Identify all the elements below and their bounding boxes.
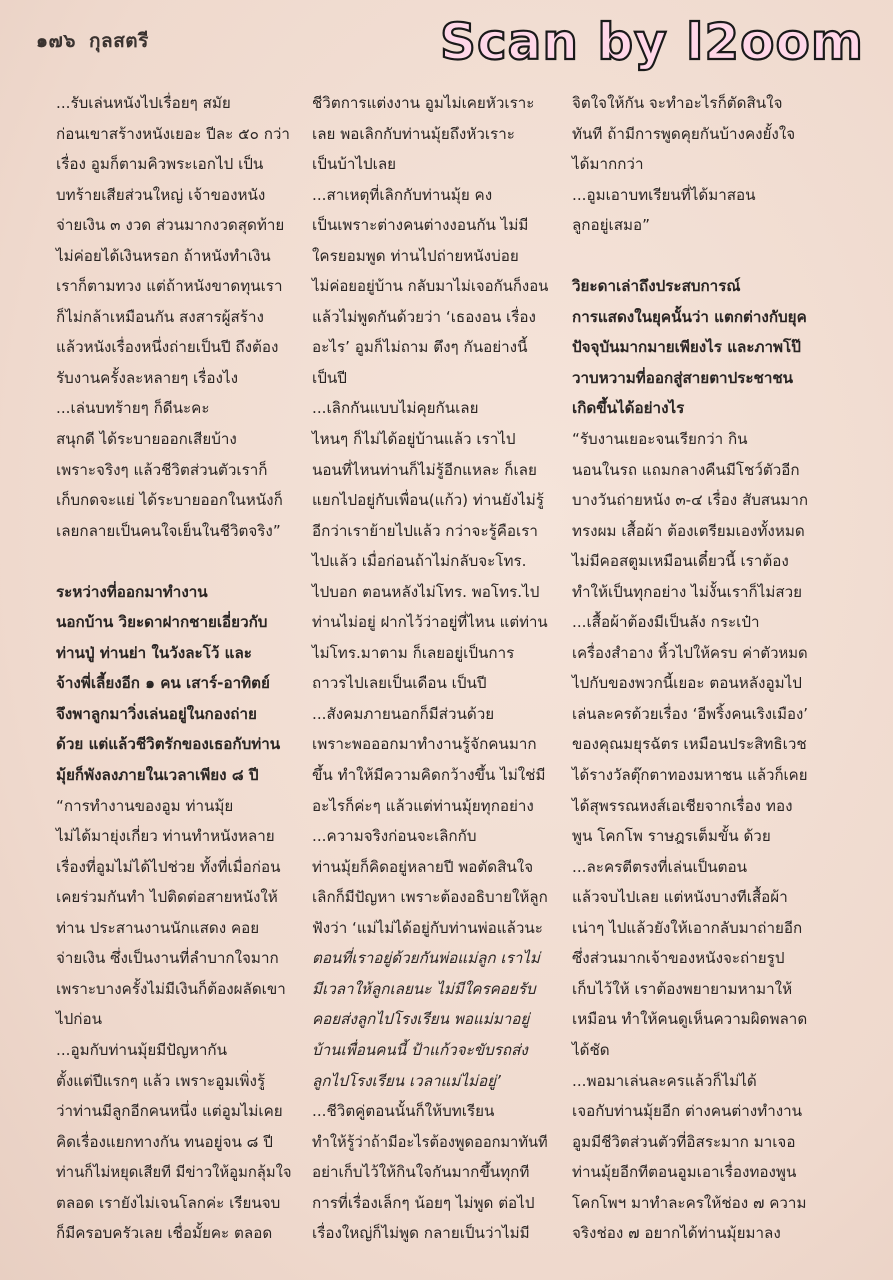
text-line: อูมมีชีวิตส่วนตัวที่อิสระมาก มาเจอ — [572, 1132, 796, 1151]
text-line: เลิกก็มีปัญหา เพราะต้องอธิบายให้ลูก — [312, 888, 548, 907]
text-line: ได้รางวัลตุ๊กตาทองมหาชน แล้วก็เคย — [572, 766, 808, 785]
text-line: จิตใจให้กัน จะทำอะไรก็ตัดสินใจ — [572, 94, 783, 112]
text-line: จ่ายเงิน ๓ งวด ส่วนมากงวดสุดท้าย — [56, 216, 285, 235]
text-line: แล้วหนังเรื่องหนึ่งถ่ายเป็นปี ถึงต้อง — [56, 338, 279, 357]
text-line: ไปกับของพวกนี้เยอะ ตอนหลังอูมไป — [572, 674, 802, 693]
text-line: การแสดงในยุคนั้นว่า แตกต่างกับยุค — [572, 307, 807, 326]
text-line: ...อูมเอาบทเรียนที่ได้มาสอน — [572, 185, 756, 204]
text-line: จริงช่อง ๗ อยากได้ท่านมุ้ยมาลง — [572, 1224, 781, 1243]
text-line: เคยร่วมกันทำ ไปติดต่อสายหนังให้ — [56, 888, 278, 907]
text-line: เหมือน ทำให้คนดูเห็นความผิดพลาด — [572, 1010, 808, 1029]
text-line: ว่าท่านมีลูกอีกคนหนึ่ง แต่อูมไม่เคย — [56, 1102, 283, 1121]
text-line: จึงพาลูกมาวิ่งเล่นอยู่ในกองถ่าย — [56, 704, 257, 723]
text-line: เน่าๆ ไปแล้วยังให้เอากลับมาถ่ายอีก — [572, 918, 803, 937]
text-line: “รับงานเยอะจนเรียกว่า กิน — [572, 430, 748, 449]
text-line: ระหว่างที่ออกมาทำงาน — [56, 582, 208, 601]
text-line — [56, 546, 288, 577]
text-line: เรื่องใหญ่ก็ไม่พูด กลายเป็นว่าไม่มี — [312, 1224, 530, 1243]
text-line: ขึ้น ทำให้มีความคิดกว้างขึ้น ไม่ใช่มี — [312, 766, 546, 785]
text-line: ก่อนเขาสร้างหนังเยอะ ปีละ ๕๐ กว่า — [56, 124, 290, 143]
text-line: ...ความจริงก่อนจะเลิกกับ — [312, 827, 477, 846]
text-line: ...เล่นบทร้ายๆ ก็ดีนะคะ — [56, 399, 210, 418]
text-line: เรื่อง อูมก็ตามคิวพระเอกไป เป็น — [56, 155, 264, 174]
text-line: เรื่องที่อูมไม่ได้ไปช่วย ทั้งที่เมื่อก่อน — [56, 857, 281, 876]
text-column-1 — [56, 88, 292, 1249]
text-line: ไม่ค่อยได้เงินหรอก ถ้าหนังทำเงิน — [56, 246, 271, 265]
text-line: ไม่ค่อยอยู่บ้าน กลับมาไม่เจอกันก็งอน — [312, 277, 549, 296]
text-line: เกิดขึ้นได้อย่างไร — [572, 399, 685, 418]
text-line: ลูกไปโรงเรียน เวลาแม่ไม่อยู่’ — [312, 1071, 501, 1090]
text-line: ทันที ถ้ามีการพูดคุยกันบ้างคงยั้งใจ — [572, 124, 796, 143]
text-line — [572, 241, 804, 272]
text-line: เลยกลายเป็นคนใจเย็นในชีวิตจริง” — [56, 521, 281, 540]
text-line: นอนในรถ แถมกลางคืนมีโชว์ตัวอีก — [572, 460, 800, 479]
text-line: ได้มากกว่า — [572, 155, 644, 174]
text-line: เลย พอเลิกกับท่านมุ้ยถึงหัวเราะ — [312, 124, 515, 143]
text-line: ตลอด เรายังไม่เจนโลกค่ะ เรียนจบ — [56, 1193, 281, 1212]
text-line: โคกโพฯ มาทำละครให้ช่อง ๗ ความ — [572, 1193, 807, 1212]
text-line: แล้วจบไปเลย แต่หนังบางทีเสื้อผ้า — [572, 888, 788, 907]
text-line: ท่านมุ้ยก็คิดอยู่หลายปี พอตัดสินใจ — [312, 857, 534, 876]
text-line: ตั้งแต่ปีแรกๆ แล้ว เพราะอูมเพิ่งรู้ — [56, 1071, 266, 1090]
text-line: การที่เรื่องเล็กๆ น้อยๆ ไม่พูด ต่อไป — [312, 1193, 535, 1212]
text-line: บางวันถ่ายหนัง ๓-๔ เรื่อง สับสนมาก — [572, 491, 809, 510]
text-line: นอกบ้าน วิยะดาฝากชายเอี่ยวกับ — [56, 613, 268, 632]
text-line: ท่านปู่ ท่านย่า ในวังละโว้ และ — [56, 643, 252, 662]
text-line: ทำให้รู้ว่าถ้ามีอะไรต้องพูดออกมาทันที — [312, 1132, 548, 1151]
text-line: ...ละครตีตรงที่เล่นเป็นตอน — [572, 857, 748, 876]
text-line: อีกว่าเราย้ายไปแล้ว กว่าจะรู้คือเรา — [312, 521, 538, 540]
text-line: รับงานครั้งละหลายๆ เรื่องไง — [56, 368, 238, 387]
text-line: ใครยอมพูด ท่านไปถ่ายหนังบ่อย — [312, 246, 519, 265]
text-line: “การทำงานของอูม ท่านมุ้ย — [56, 796, 234, 815]
text-line: คิดเรื่องแยกทางกัน ทนอยู่จน ๘ ปี — [56, 1132, 273, 1151]
text-line: ตอนที่เราอยู่ด้วยกันพ่อแม่ลูก เราไม่ — [312, 949, 540, 968]
text-line: ได้ชัด — [572, 1040, 610, 1059]
text-line: ก็มีครอบครัวเลย เชื่อมั้ยคะ ตลอด — [56, 1224, 273, 1243]
text-line: ท่านไม่อยู่ ฝากไว้ว่าอยู่ที่ไหน แต่ท่าน — [312, 613, 548, 632]
page-header — [36, 26, 155, 56]
text-line: มุ้ยก็พังลงภายในเวลาเพียง ๘ ปี — [56, 766, 259, 785]
text-column-2 — [312, 88, 549, 1249]
text-line: ไปบอก ตอนหลังไม่โทร. พอโทร.ไป — [312, 582, 540, 601]
text-line: ฟังว่า ‘แม่ไม่ได้อยู่กับท่านพ่อแล้วนะ — [312, 918, 543, 937]
text-line: แยกไปอยู่กับเพื่อน(แก้ว) ท่านยังไม่รู้ — [312, 491, 544, 510]
text-line: บทร้ายเสียส่วนใหญ่ เจ้าของหนัง — [56, 185, 266, 204]
text-line: ...สังคมภายนอกก็มีส่วนด้วย — [312, 704, 495, 723]
text-line: เจอกับท่านมุ้ยอีก ต่างคนต่างทำงาน — [572, 1102, 803, 1121]
text-line: ชีวิตการแต่งงาน อูมไม่เคยหัวเราะ — [312, 94, 535, 112]
text-line: ไปก่อน — [56, 1010, 102, 1029]
text-line: เป็นปี — [312, 368, 347, 387]
text-line: ...เสื้อผ้าต้องมีเป็นลัง กระเป๋า — [572, 613, 760, 632]
text-line: เป็นบ้าไปเลย — [312, 155, 397, 174]
text-line: เพราะพอออกมาทำงานรู้จักคนมาก — [312, 735, 537, 754]
text-line: จ่ายเงิน ซึ่งเป็นงานที่ลำบากใจมาก — [56, 949, 279, 968]
text-line: ...อูมกับท่านมุ้ยมีปัญหากัน — [56, 1040, 227, 1059]
text-line: ไม่มีคอสตูมเหมือนเดี๋ยวนี้ เราต้อง — [572, 552, 789, 571]
text-line: มีเวลาให้ลูกเลยนะ ไม่มีใครคอยรับ — [312, 979, 536, 998]
text-line: ท่านมุ้ยอีกทีตอนอูมเอาเรื่องทองพูน — [572, 1163, 797, 1182]
magazine-name: กุลสตรี — [89, 30, 149, 52]
text-line: ...พอมาเล่นละครแล้วก็ไม่ได้ — [572, 1071, 757, 1090]
text-line: ไม่โทร.มาตาม ก็เลยอยู่เป็นการ — [312, 643, 515, 662]
text-line: เล่นละครด้วยเรื่อง ‘อีพริ้งคนเริงเมือง’ — [572, 704, 808, 723]
text-line: ไหนๆ ก็ไม่ได้อยู่บ้านแล้ว เราไป — [312, 430, 516, 449]
text-line: อย่าเก็บไว้ให้กินใจกันมากขึ้นทุกที — [312, 1163, 530, 1182]
text-line: เครื่องสำอาง หิ้วไปให้ครบ ค่าตัวหมด — [572, 643, 808, 662]
scan-watermark: Scan by l2oom — [440, 13, 864, 71]
text-line: ของคุณมยุรฉัตร เหมือนประสิทธิเวช — [572, 735, 807, 754]
text-line: ทรงผม เสื้อผ้า ต้องเตรียมเองทั้งหมด — [572, 521, 805, 540]
text-line: ท่าน ประสานงานนักแสดง คอย — [56, 918, 260, 937]
text-line: ก็ไม่กล้าเหมือนกัน สงสารผู้สร้าง — [56, 307, 264, 326]
text-line: คอยส่งลูกไปโรงเรียน พอแม่มาอยู่ — [312, 1010, 530, 1029]
text-line: นอนที่ไหนท่านก็ไม่รู้อีกแหละ ก็เลย — [312, 460, 537, 479]
text-line: วาบหวามที่ออกสู่สายตาประชาชน — [572, 368, 794, 387]
text-column-3 — [572, 88, 809, 1249]
text-line: ได้สุพรรณหงส์เอเชียจากเรื่อง ทอง — [572, 796, 793, 815]
text-line: ซึ่งส่วนมากเจ้าของหนังจะถ่ายรูป — [572, 949, 785, 968]
text-line: ...เลิกกันแบบไม่คุยกันเลย — [312, 399, 479, 418]
text-line: เราก็ตามทวง แต่ถ้าหนังขาดทุนเรา — [56, 277, 283, 296]
text-line: จ้างพี่เลี้ยงอีก ๑ คน เสาร์-อาทิตย์ — [56, 674, 270, 693]
text-line: อะไร’ อูมก็ไม่ถาม ตึงๆ กันอย่างนี้ — [312, 338, 528, 357]
text-line: ...ชีวิตคู่ตอนนั้นก็ให้บทเรียน — [312, 1102, 495, 1121]
text-line: ...สาเหตุที่เลิกกับท่านมุ้ย คง — [312, 185, 493, 204]
text-line: เพราะจริงๆ แล้วชีวิตส่วนตัวเราก็ — [56, 460, 268, 479]
text-line: วิยะดาเล่าถึงประสบการณ์ — [572, 277, 741, 296]
text-line: ทำให้เป็นทุกอย่าง ไม่งั้นเราก็ไม่สวย — [572, 582, 803, 601]
text-line: ด้วย แต่แล้วชีวิตรักของเธอกับท่าน — [56, 735, 281, 754]
text-line: ท่านก็ไม่หยุดเสียที มีข่าวให้อูมกลุ้มใจ — [56, 1163, 292, 1182]
text-line: แล้วไม่พูดกันด้วยว่า ‘เธองอน เรื่อง — [312, 307, 536, 326]
text-line: ลูกอยู่เสมอ” — [572, 216, 650, 235]
text-line: สนุกดี ได้ระบายออกเสียบ้าง — [56, 430, 237, 449]
text-line: ไปแล้ว เมื่อก่อนถ้าไม่กลับจะโทร. — [312, 552, 527, 571]
text-line: ไม่ได้มายุ่งเกี่ยว ท่านทำหนังหลาย — [56, 827, 275, 846]
text-line: พูน โคกโพ ราษฎรเต็มขั้น ด้วย — [572, 827, 771, 846]
text-line: ปัจจุบันมากมายเพียงไร และภาพโป๊ — [572, 338, 801, 357]
text-line: เก็บไว้ให้ เราต้องพยายามหามาให้ — [572, 979, 793, 998]
text-line: เป็นเพราะต่างคนต่างงอนกัน ไม่มี — [312, 216, 529, 235]
text-line: ...รับเล่นหนังไปเรื่อยๆ สมัย — [56, 94, 231, 112]
text-line: เก็บกดจะแย่ ได้ระบายออกในหนังก็ — [56, 491, 283, 510]
text-line: เพราะบางครั้งไม่มีเงินก็ต้องผลัดเขา — [56, 979, 286, 998]
text-line: อะไรก็ค่ะๆ แล้วแต่ท่านมุ้ยทุกอย่าง — [312, 796, 534, 815]
page-number: ๑๗๖ — [36, 30, 76, 52]
text-line: ถาวรไปเลยเป็นเดือน เป็นปี — [312, 674, 487, 693]
text-line: บ้านเพื่อนคนนี้ ป้าแก้วจะขับรถส่ง — [312, 1040, 528, 1059]
